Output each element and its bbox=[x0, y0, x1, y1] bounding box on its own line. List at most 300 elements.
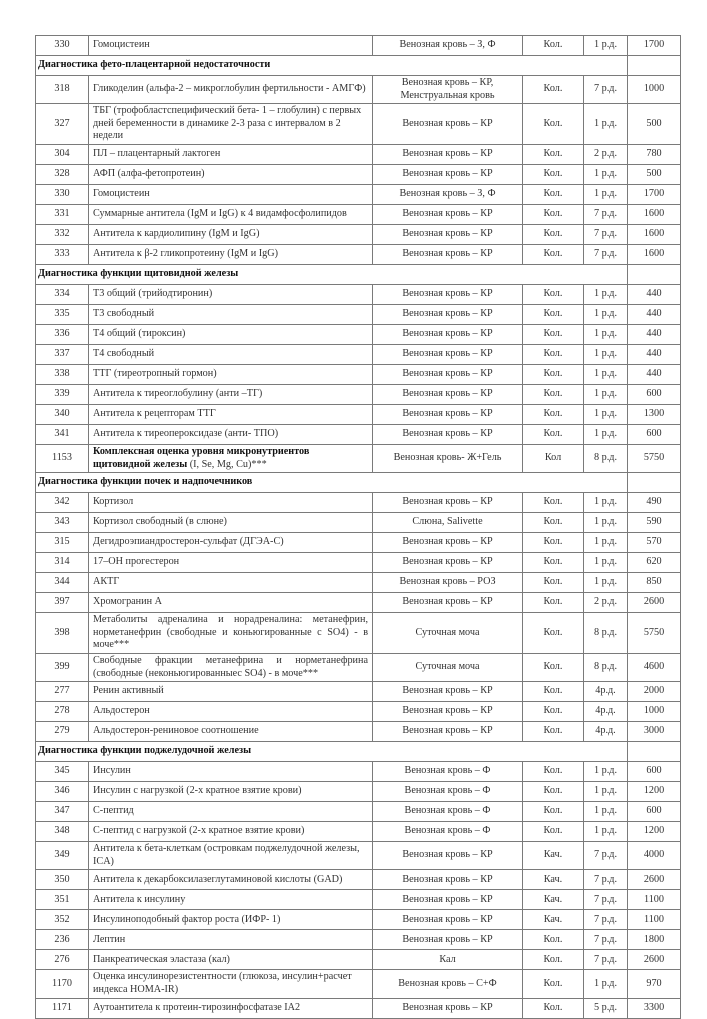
turnaround-cell: 8 р.д. bbox=[584, 653, 628, 681]
price-cell: 3000 bbox=[628, 722, 681, 742]
turnaround-cell: 1 р.д. bbox=[584, 762, 628, 782]
test-name-cell bbox=[89, 284, 373, 304]
specimen-cell: Венозная кровь – КР bbox=[373, 722, 523, 742]
test-name-text: Т4 общий (тироксин) bbox=[93, 328, 186, 340]
method-cell: Кол. bbox=[523, 384, 584, 404]
section-header-row bbox=[36, 742, 681, 762]
test-name-text: Панкреатическая эластаза (кал) bbox=[93, 953, 230, 965]
table-row bbox=[36, 284, 681, 304]
test-name-text: ПЛ – плацентарный лактоген bbox=[93, 148, 221, 160]
specimen-cell: Венозная кровь – З, Ф bbox=[373, 36, 523, 56]
test-name-cell bbox=[89, 930, 373, 950]
section-title: Диагностика функции почек и надпочечников bbox=[36, 473, 628, 493]
test-name-text: Аутоантитела к протеин-тирозинфосфатазе IA2 bbox=[93, 1001, 301, 1013]
specimen-cell: Венозная кровь – КР, Менструальная кровь bbox=[373, 76, 523, 104]
table-row bbox=[36, 204, 681, 224]
table-row bbox=[36, 304, 681, 324]
price-cell: 2600 bbox=[628, 870, 681, 890]
method-cell: Кол. bbox=[523, 513, 584, 533]
specimen-cell: Венозная кровь – КР bbox=[373, 304, 523, 324]
method-cell: Кол. bbox=[523, 493, 584, 513]
test-code-cell: 334 bbox=[36, 284, 89, 304]
table-row bbox=[36, 553, 681, 573]
method-cell: Кол. bbox=[523, 573, 584, 593]
section-price-cell bbox=[628, 264, 681, 284]
test-name-cell bbox=[89, 513, 373, 533]
method-cell: Кол. bbox=[523, 553, 584, 573]
turnaround-cell: 1 р.д. bbox=[584, 104, 628, 145]
specimen-cell: Венозная кровь – КР bbox=[373, 384, 523, 404]
turnaround-cell: 1 р.д. bbox=[584, 304, 628, 324]
test-code-cell: 335 bbox=[36, 304, 89, 324]
test-name-cell bbox=[89, 424, 373, 444]
test-name-text: Гомоцистеин bbox=[93, 39, 150, 51]
section-title: Диагностика фето-плацентарной недостаточности bbox=[36, 56, 628, 76]
method-cell: Кол. bbox=[523, 404, 584, 424]
test-name-text: Оценка инсулинорезистентности (глюкоза, инсулин+расчет индекса HOMA-IR) bbox=[93, 971, 352, 995]
specimen-cell: Кал bbox=[373, 950, 523, 970]
table-row bbox=[36, 244, 681, 264]
table-row bbox=[36, 870, 681, 890]
method-cell: Кол. bbox=[523, 344, 584, 364]
section-header-row bbox=[36, 473, 681, 493]
test-name-text: ТБГ (трофобластспецифический бета- 1 – глобулин) с первых дней беременности в динамике 2-3 раза с интервалом в 2 недели bbox=[93, 105, 362, 142]
test-code-cell: 1171 bbox=[36, 998, 89, 1018]
price-cell: 600 bbox=[628, 802, 681, 822]
specimen-cell: Венозная кровь – КР bbox=[373, 164, 523, 184]
specimen-cell: Венозная кровь – КР bbox=[373, 890, 523, 910]
test-name-cell bbox=[89, 364, 373, 384]
table-row bbox=[36, 104, 681, 145]
test-name-text: Альдостерон bbox=[93, 705, 150, 717]
test-code-cell: 333 bbox=[36, 244, 89, 264]
test-name-cell bbox=[89, 244, 373, 264]
method-cell: Кол. bbox=[523, 970, 584, 998]
test-name-text: АФП (алфа-фетопротеин) bbox=[93, 168, 205, 180]
method-cell: Кол. bbox=[523, 424, 584, 444]
method-cell: Кол bbox=[523, 444, 584, 472]
test-name-cell bbox=[89, 998, 373, 1018]
method-cell: Кол. bbox=[523, 822, 584, 842]
specimen-cell: Венозная кровь – Ф bbox=[373, 802, 523, 822]
table-row bbox=[36, 998, 681, 1018]
test-name-cell bbox=[89, 76, 373, 104]
table-row bbox=[36, 533, 681, 553]
price-cell: 1700 bbox=[628, 36, 681, 56]
price-cell: 1000 bbox=[628, 702, 681, 722]
specimen-cell: Венозная кровь – КР bbox=[373, 910, 523, 930]
section-price-cell bbox=[628, 742, 681, 762]
table-row bbox=[36, 910, 681, 930]
section-header-row bbox=[36, 264, 681, 284]
specimen-cell: Венозная кровь – КР bbox=[373, 553, 523, 573]
price-cell: 1600 bbox=[628, 204, 681, 224]
test-name-bold: Комплексная оценка уровня микронутриентов щитовидной железы bbox=[93, 445, 310, 470]
table-row bbox=[36, 802, 681, 822]
method-cell: Кол. bbox=[523, 204, 584, 224]
price-cell: 1800 bbox=[628, 930, 681, 950]
method-cell: Кол. bbox=[523, 782, 584, 802]
test-code-cell: 344 bbox=[36, 573, 89, 593]
table-row bbox=[36, 702, 681, 722]
table-row bbox=[36, 144, 681, 164]
test-name-cell bbox=[89, 910, 373, 930]
table-row bbox=[36, 822, 681, 842]
test-code-cell: 279 bbox=[36, 722, 89, 742]
test-code-cell: 315 bbox=[36, 533, 89, 553]
price-cell: 440 bbox=[628, 324, 681, 344]
test-code-cell: 350 bbox=[36, 870, 89, 890]
test-code-cell: 348 bbox=[36, 822, 89, 842]
turnaround-cell: 1 р.д. bbox=[584, 184, 628, 204]
method-cell: Кач. bbox=[523, 842, 584, 870]
price-cell: 2600 bbox=[628, 950, 681, 970]
table-row bbox=[36, 842, 681, 870]
test-code-cell: 304 bbox=[36, 144, 89, 164]
test-code-cell: 276 bbox=[36, 950, 89, 970]
method-cell: Кол. bbox=[523, 613, 584, 654]
turnaround-cell: 8 р.д. bbox=[584, 444, 628, 472]
method-cell: Кол. bbox=[523, 304, 584, 324]
price-cell: 1100 bbox=[628, 910, 681, 930]
test-name-text: Инсулин bbox=[93, 765, 131, 777]
turnaround-cell: 1 р.д. bbox=[584, 36, 628, 56]
specimen-cell: Венозная кровь – Ф bbox=[373, 782, 523, 802]
test-name-cell bbox=[89, 593, 373, 613]
section-title: Диагностика функции поджелудочной железы bbox=[36, 742, 628, 762]
test-name-cell bbox=[89, 970, 373, 998]
test-name-cell bbox=[89, 493, 373, 513]
price-cell: 500 bbox=[628, 164, 681, 184]
turnaround-cell: 1 р.д. bbox=[584, 384, 628, 404]
price-cell: 620 bbox=[628, 553, 681, 573]
price-cell: 2600 bbox=[628, 593, 681, 613]
price-cell: 440 bbox=[628, 344, 681, 364]
price-cell: 850 bbox=[628, 573, 681, 593]
turnaround-cell: 5 р.д. bbox=[584, 998, 628, 1018]
specimen-cell: Венозная кровь – КР bbox=[373, 244, 523, 264]
turnaround-cell: 7 р.д. bbox=[584, 244, 628, 264]
test-name-text: Антитела к декарбоксилазеглутаминовой кислоты (GAD) bbox=[93, 873, 343, 885]
turnaround-cell: 7 р.д. bbox=[584, 870, 628, 890]
test-name-cell bbox=[89, 682, 373, 702]
test-code-cell: 330 bbox=[36, 36, 89, 56]
method-cell: Кол. bbox=[523, 702, 584, 722]
price-cell: 1200 bbox=[628, 822, 681, 842]
price-cell: 1100 bbox=[628, 890, 681, 910]
price-cell: 1700 bbox=[628, 184, 681, 204]
turnaround-cell: 1 р.д. bbox=[584, 164, 628, 184]
price-cell: 4000 bbox=[628, 842, 681, 870]
method-cell: Кол. bbox=[523, 533, 584, 553]
turnaround-cell: 1 р.д. bbox=[584, 324, 628, 344]
table-row bbox=[36, 762, 681, 782]
test-code-cell: 331 bbox=[36, 204, 89, 224]
turnaround-cell: 1 р.д. bbox=[584, 970, 628, 998]
test-code-cell: 345 bbox=[36, 762, 89, 782]
turnaround-cell: 1 р.д. bbox=[584, 404, 628, 424]
specimen-cell: Венозная кровь – КР bbox=[373, 870, 523, 890]
specimen-cell: Венозная кровь – КР bbox=[373, 930, 523, 950]
test-name-cell bbox=[89, 304, 373, 324]
turnaround-cell: 7 р.д. bbox=[584, 950, 628, 970]
test-name-cell bbox=[89, 204, 373, 224]
turnaround-cell: 7 р.д. bbox=[584, 842, 628, 870]
test-code-cell: 339 bbox=[36, 384, 89, 404]
test-code-cell: 314 bbox=[36, 553, 89, 573]
test-code-cell: 347 bbox=[36, 802, 89, 822]
test-name-cell bbox=[89, 553, 373, 573]
table-row bbox=[36, 613, 681, 654]
table-row bbox=[36, 930, 681, 950]
test-name-text: Антитела к кардиолипину (IgM и IgG) bbox=[93, 228, 260, 240]
test-name-cell bbox=[89, 184, 373, 204]
price-cell: 570 bbox=[628, 533, 681, 553]
price-cell: 5750 bbox=[628, 613, 681, 654]
method-cell: Кач. bbox=[523, 870, 584, 890]
price-cell: 1200 bbox=[628, 782, 681, 802]
method-cell: Кол. bbox=[523, 244, 584, 264]
price-cell: 500 bbox=[628, 104, 681, 145]
test-code-cell: 341 bbox=[36, 424, 89, 444]
price-cell: 440 bbox=[628, 364, 681, 384]
test-name-text: Т3 свободный bbox=[93, 308, 155, 320]
test-code-cell: 327 bbox=[36, 104, 89, 145]
table-row bbox=[36, 224, 681, 244]
specimen-cell: Суточная моча bbox=[373, 613, 523, 654]
specimen-cell: Венозная кровь – КР bbox=[373, 682, 523, 702]
test-code-cell: 343 bbox=[36, 513, 89, 533]
price-cell: 440 bbox=[628, 284, 681, 304]
table-row bbox=[36, 573, 681, 593]
test-code-cell: 351 bbox=[36, 890, 89, 910]
test-code-cell: 336 bbox=[36, 324, 89, 344]
test-name-cell bbox=[89, 762, 373, 782]
method-cell: Кол. bbox=[523, 593, 584, 613]
specimen-cell: Венозная кровь – КР bbox=[373, 204, 523, 224]
specimen-cell: Венозная кровь – РОЗ bbox=[373, 573, 523, 593]
method-cell: Кол. bbox=[523, 224, 584, 244]
price-list-table bbox=[35, 35, 681, 1019]
test-name-text: Инсулиноподобный фактор роста (ИФР- 1) bbox=[93, 913, 281, 925]
specimen-cell: Венозная кровь – КР bbox=[373, 493, 523, 513]
test-name-text: Инсулин с нагрузкой (2-х кратное взятие крови) bbox=[93, 785, 302, 797]
turnaround-cell: 7 р.д. bbox=[584, 224, 628, 244]
test-name-cell bbox=[89, 164, 373, 184]
price-cell: 600 bbox=[628, 384, 681, 404]
section-title: Диагностика функции щитовидной железы bbox=[36, 264, 628, 284]
test-name-cell bbox=[89, 384, 373, 404]
price-list-body bbox=[36, 36, 681, 1019]
test-name-text: Метаболиты адреналина и норадреналина: метанефрин, норметанефрин (свободные и коньюгированные с SO4) - в моче*** bbox=[93, 614, 368, 651]
method-cell: Кач. bbox=[523, 890, 584, 910]
section-header-row bbox=[36, 56, 681, 76]
test-name-cell bbox=[89, 822, 373, 842]
test-name-cell bbox=[89, 36, 373, 56]
method-cell: Кол. bbox=[523, 998, 584, 1018]
price-cell: 600 bbox=[628, 762, 681, 782]
test-code-cell: 399 bbox=[36, 653, 89, 681]
test-name-text: Антитела к рецепторам ТТГ bbox=[93, 408, 216, 420]
price-cell: 590 bbox=[628, 513, 681, 533]
turnaround-cell: 4р.д. bbox=[584, 702, 628, 722]
specimen-cell: Венозная кровь – КР bbox=[373, 324, 523, 344]
test-name-text: Кортизол свободный (в слюне) bbox=[93, 516, 227, 528]
price-cell: 1000 bbox=[628, 76, 681, 104]
price-cell: 780 bbox=[628, 144, 681, 164]
method-cell: Кол. bbox=[523, 802, 584, 822]
specimen-cell: Венозная кровь – КР bbox=[373, 998, 523, 1018]
test-code-cell: 1170 bbox=[36, 970, 89, 998]
table-row bbox=[36, 722, 681, 742]
specimen-cell: Слюна, Salivette bbox=[373, 513, 523, 533]
test-code-cell: 338 bbox=[36, 364, 89, 384]
turnaround-cell: 1 р.д. bbox=[584, 533, 628, 553]
table-row bbox=[36, 493, 681, 513]
table-row bbox=[36, 324, 681, 344]
method-cell: Кол. bbox=[523, 76, 584, 104]
price-cell: 5750 bbox=[628, 444, 681, 472]
test-name-text: Суммарные антитела (IgM и IgG) к 4 видамфосфолипидов bbox=[93, 208, 347, 220]
turnaround-cell: 7 р.д. bbox=[584, 204, 628, 224]
test-code-cell: 397 bbox=[36, 593, 89, 613]
price-cell: 970 bbox=[628, 970, 681, 998]
test-name-text: Свободные фракции метанефрина и норметанефрина (свободные (неконьюгированныес SO4) - в моче*** bbox=[93, 654, 368, 679]
test-code-cell: 352 bbox=[36, 910, 89, 930]
price-cell: 1300 bbox=[628, 404, 681, 424]
turnaround-cell: 1 р.д. bbox=[584, 284, 628, 304]
specimen-cell: Венозная кровь – Ф bbox=[373, 762, 523, 782]
table-row bbox=[36, 344, 681, 364]
method-cell: Кол. bbox=[523, 653, 584, 681]
price-cell: 440 bbox=[628, 304, 681, 324]
turnaround-cell: 2 р.д. bbox=[584, 593, 628, 613]
specimen-cell: Венозная кровь – КР bbox=[373, 104, 523, 145]
specimen-cell: Венозная кровь – КР bbox=[373, 344, 523, 364]
price-cell: 3300 bbox=[628, 998, 681, 1018]
table-row bbox=[36, 782, 681, 802]
specimen-cell: Венозная кровь – КР bbox=[373, 702, 523, 722]
price-cell: 600 bbox=[628, 424, 681, 444]
specimen-cell: Венозная кровь – Ф bbox=[373, 822, 523, 842]
table-row bbox=[36, 653, 681, 681]
test-name-text: Ренин активный bbox=[93, 685, 164, 697]
method-cell: Кол. bbox=[523, 324, 584, 344]
test-code-cell: 337 bbox=[36, 344, 89, 364]
specimen-cell: Венозная кровь – КР bbox=[373, 364, 523, 384]
test-code-cell: 1153 bbox=[36, 444, 89, 472]
test-name-text: ТТГ (тиреотропный гормон) bbox=[93, 368, 217, 380]
turnaround-cell: 4р.д. bbox=[584, 722, 628, 742]
turnaround-cell: 1 р.д. bbox=[584, 782, 628, 802]
test-name-text: Антитела к инсулину bbox=[93, 893, 186, 905]
test-name-cell bbox=[89, 950, 373, 970]
specimen-cell: Венозная кровь – КР bbox=[373, 424, 523, 444]
price-cell: 1600 bbox=[628, 224, 681, 244]
method-cell: Кач. bbox=[523, 910, 584, 930]
test-name-cell bbox=[89, 324, 373, 344]
turnaround-cell: 1 р.д. bbox=[584, 802, 628, 822]
specimen-cell: Венозная кровь – КР bbox=[373, 593, 523, 613]
specimen-cell: Венозная кровь – КР bbox=[373, 284, 523, 304]
method-cell: Кол. bbox=[523, 950, 584, 970]
test-name-text: Антитела к β-2 гликопротеину (IgM и IgG) bbox=[93, 248, 279, 260]
test-name-text: Лептин bbox=[93, 933, 126, 945]
table-row bbox=[36, 76, 681, 104]
specimen-cell: Венозная кровь – КР bbox=[373, 404, 523, 424]
test-code-cell: 332 bbox=[36, 224, 89, 244]
specimen-cell: Суточная моча bbox=[373, 653, 523, 681]
method-cell: Кол. bbox=[523, 364, 584, 384]
test-code-cell: 277 bbox=[36, 682, 89, 702]
test-name-text: АКТГ bbox=[93, 576, 120, 588]
test-name-text: 17–ОН прогестерон bbox=[93, 556, 180, 568]
test-code-cell: 340 bbox=[36, 404, 89, 424]
test-name-cell bbox=[89, 870, 373, 890]
test-name-text: Антитела к тиреоглобулину (анти –ТГ) bbox=[93, 388, 263, 400]
table-row bbox=[36, 950, 681, 970]
table-row bbox=[36, 164, 681, 184]
table-row bbox=[36, 513, 681, 533]
test-name-cell bbox=[89, 444, 373, 472]
method-cell: Кол. bbox=[523, 284, 584, 304]
method-cell: Кол. bbox=[523, 36, 584, 56]
turnaround-cell: 7 р.д. bbox=[584, 930, 628, 950]
test-name-cell bbox=[89, 702, 373, 722]
method-cell: Кол. bbox=[523, 104, 584, 145]
turnaround-cell: 1 р.д. bbox=[584, 424, 628, 444]
section-price-cell bbox=[628, 473, 681, 493]
price-cell: 1600 bbox=[628, 244, 681, 264]
test-name-text: Хромогранин А bbox=[93, 596, 162, 608]
table-row bbox=[36, 184, 681, 204]
table-row bbox=[36, 384, 681, 404]
table-row bbox=[36, 36, 681, 56]
test-name-text: Гликоделин (альфа-2 – микроглобулин фертильности - АМГФ) bbox=[93, 83, 366, 95]
price-cell: 490 bbox=[628, 493, 681, 513]
test-name-text: Т4 свободный bbox=[93, 348, 155, 360]
test-name-cell bbox=[89, 842, 373, 870]
specimen-cell: Венозная кровь – КР bbox=[373, 842, 523, 870]
test-name-cell bbox=[89, 404, 373, 424]
test-code-cell: 318 bbox=[36, 76, 89, 104]
test-name-cell bbox=[89, 344, 373, 364]
turnaround-cell: 7 р.д. bbox=[584, 910, 628, 930]
test-name-cell bbox=[89, 890, 373, 910]
turnaround-cell: 1 р.д. bbox=[584, 822, 628, 842]
test-name-text: Гомоцистеин bbox=[93, 188, 150, 200]
test-code-cell: 398 bbox=[36, 613, 89, 654]
turnaround-cell: 8 р.д. bbox=[584, 613, 628, 654]
test-name-text: Антитела к бета-клеткам (островкам поджелудочной железы, ICA) bbox=[93, 843, 360, 867]
method-cell: Кол. bbox=[523, 164, 584, 184]
table-row bbox=[36, 682, 681, 702]
test-code-cell: 330 bbox=[36, 184, 89, 204]
method-cell: Кол. bbox=[523, 762, 584, 782]
method-cell: Кол. bbox=[523, 930, 584, 950]
specimen-cell: Венозная кровь – З, Ф bbox=[373, 184, 523, 204]
turnaround-cell: 1 р.д. bbox=[584, 344, 628, 364]
test-name-text: С-пептид с нагрузкой (2-х кратное взятие крови) bbox=[93, 825, 305, 837]
table-row bbox=[36, 970, 681, 998]
test-name-cell bbox=[89, 104, 373, 145]
test-name-cell bbox=[89, 573, 373, 593]
test-code-cell: 328 bbox=[36, 164, 89, 184]
test-name-text: Т3 общий (трийодтиронин) bbox=[93, 288, 213, 300]
turnaround-cell: 7 р.д. bbox=[584, 890, 628, 910]
table-row bbox=[36, 593, 681, 613]
turnaround-cell: 2 р.д. bbox=[584, 144, 628, 164]
